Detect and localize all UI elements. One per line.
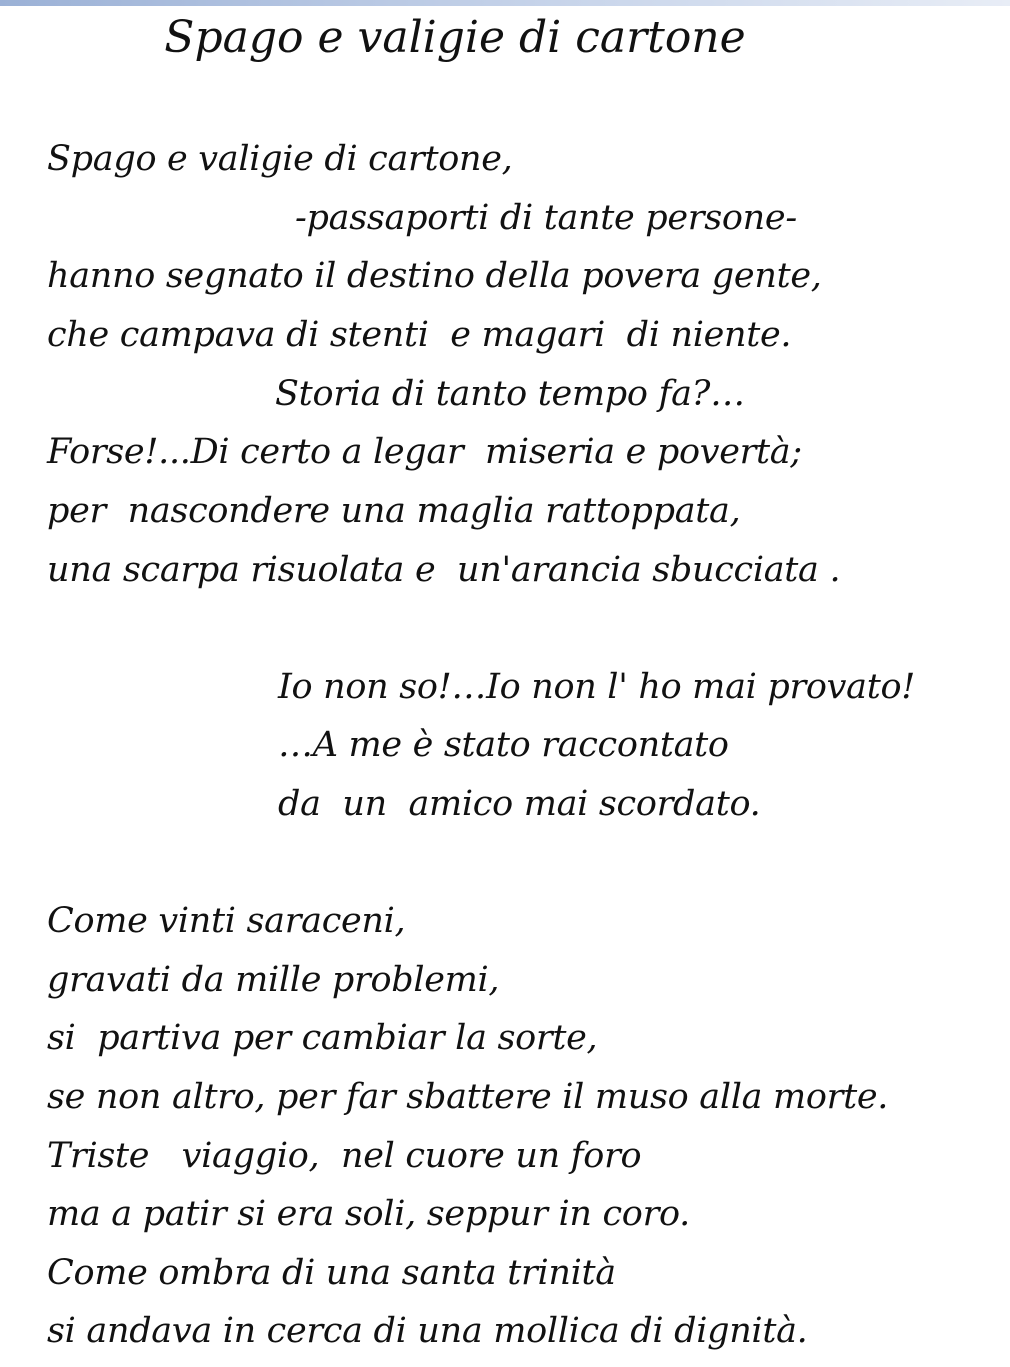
poem-line: Storia di tanto tempo fa?… — [275, 374, 745, 414]
poem-line: si partiva per cambiar la sorte, — [47, 1018, 598, 1058]
poem-title: Spago e valigie di cartone — [164, 12, 746, 63]
poem-line: gravati da mille problemi, — [47, 960, 500, 1000]
poem-line: per nascondere una maglia rattoppata, — [47, 491, 741, 531]
poem-line: Forse!...Di certo a legar miseria e povertà; — [47, 432, 802, 472]
poem-line: se non altro, per far sbattere il muso alla morte. — [47, 1077, 889, 1117]
poem-line: -passaporti di tante persone- — [295, 198, 797, 238]
poem-line: Come ombra di una santa trinità — [47, 1253, 616, 1293]
poem-line: Spago e valigie di cartone, — [47, 139, 513, 179]
poem-line: Come vinti saraceni, — [47, 901, 406, 941]
poem-line: una scarpa risuolata e un'arancia sbucciata . — [47, 550, 841, 590]
poem-line: Io non so!…Io non l' ho mai provato! — [278, 667, 916, 707]
poem-line: Triste viaggio, nel cuore un foro — [47, 1136, 642, 1176]
poem-line: che campava di stenti e magari di niente. — [47, 315, 792, 355]
poem-line: …A me è stato raccontato — [278, 725, 729, 765]
poem-line: ma a patir si era soli, seppur in coro. — [47, 1194, 690, 1234]
poem-line: si andava in cerca di una mollica di dignità. — [47, 1311, 808, 1351]
poem-line: hanno segnato il destino della povera gente, — [47, 256, 822, 296]
top-color-band — [0, 0, 1010, 6]
poem-line: da un amico mai scordato. — [278, 784, 761, 824]
